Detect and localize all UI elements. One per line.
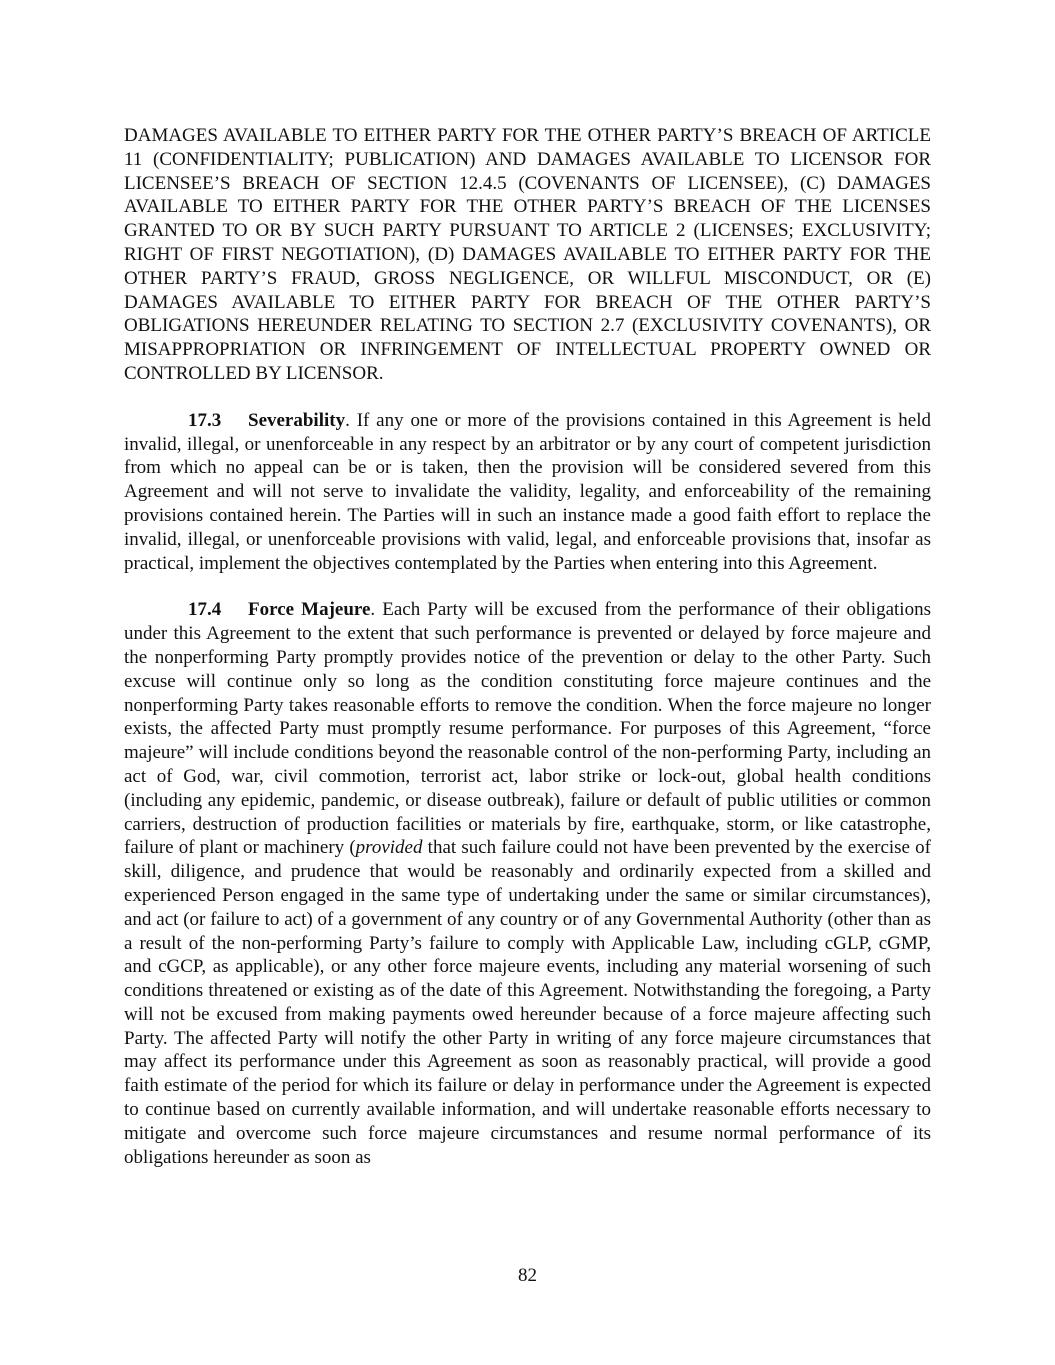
document-page <box>124 124 931 1169</box>
section-body-part-1: . Each Party will be excused from the performance of their obligations under this Agreement to the extent that such performance is prevented or delayed by force majeure and the nonperforming Party promptly provides notice of the prevention or delay to the other Party. Such excuse will continue only so long as the condition constituting force majeure continues and the nonperforming Party takes reasonable efforts to remove the condition. When the force majeure no longer exists, the affected Party must promptly resume performance. For purposes of this Agreement, “force majeure” will include conditions beyond the reasonable control of the non-performing Party, including an act of God, war, civil commotion, terrorist act, labor strike or lock-out, global health conditions (including any epidemic, pandemic, or disease outbreak), failure or default of public utilities or common carriers, destruction of production facilities or materials by fire, earthquake, storm, or like catastrophe, failure of plant or machinery ( <box>124 599 931 859</box>
continuation-paragraph: DAMAGES AVAILABLE TO EITHER PARTY FOR THE OTHER PARTY’S BREACH OF ARTICLE 11 (CONFIDENTIALITY; PUBLICATION) AND DAMAGES AVAILABLE TO LICENSOR FOR LICENSEE’S BREACH OF SECTION 12.4.5 (COVENANTS OF LICENSEE), (C) DAMAGES AVAILABLE TO EITHER PARTY FOR THE OTHER PARTY’S BREACH OF THE LICENSES GRANTED TO OR BY SUCH PARTY PURSUANT TO ARTICLE 2 (LICENSES; EXCLUSIVITY; RIGHT OF FIRST NEGOTIATION), (D) DAMAGES AVAILABLE TO EITHER PARTY FOR THE OTHER PARTY’S FRAUD, GROSS NEGLIGENCE, OR WILLFUL MISCONDUCT, OR (E) DAMAGES AVAILABLE TO EITHER PARTY FOR BREACH OF THE OTHER PARTY’S OBLIGATIONS HEREUNDER RELATING TO SECTION 2.7 (EXCLUSIVITY COVENANTS), OR MISAPPROPRIATION OR INFRINGEMENT OF INTELLECTUAL PROPERTY OWNED OR CONTROLLED BY LICENSOR. <box>124 125 931 384</box>
section-heading: Severability <box>248 409 346 431</box>
section-body: . If any one or more of the provisions contained in this Agreement is held invalid, illegal, or unenforceable in any respect by an arbitrator or by any court of competent jurisdiction from which no appeal can be or is taken, then the provision will be considered severed from this Agreement and will not serve to invalidate the validity, legality, and enforceability of the remaining provisions contained herein. The Parties will in such an instance made a good faith effort to replace the invalid, illegal, or unenforceable provisions with valid, legal, and enforceable provisions that, insofar as practical, implement the objectives contemplated by the Parties when entering into this Agreement. <box>124 409 931 574</box>
emphasis-term: provided <box>355 837 423 859</box>
section-heading: Force Majeure <box>248 599 371 621</box>
page-number: 82 <box>518 1265 537 1286</box>
section-17-4-paragraph <box>124 598 931 1169</box>
section-17-3-paragraph <box>124 409 931 576</box>
section-number: 17.4 <box>188 599 222 621</box>
section-number: 17.3 <box>188 409 222 431</box>
section-body-part-2: that such failure could not have been prevented by the exercise of skill, diligence, and prudence that would be reasonably and ordinarily expected from a skilled and experienced Person engaged in the same type of undertaking under the same or similar circumstances), and act (or failure to act) of a government of any country or of any Governmental Authority (other than as a result of the non-performing Party’s failure to comply with Applicable Law, including cGLP, cGMP, and cGCP, as applicable), or any other force majeure events, including any material worsening of such conditions threatened or existing as of the date of this Agreement. Notwithstanding the foregoing, a Party will not be excused from making payments owed hereunder because of a force majeure affecting such Party. The affected Party will notify the other Party in writing of any force majeure circumstances that may affect its performance under this Agreement as soon as reasonably practical, will provide a good faith estimate of the period for which its failure or delay in performance under the Agreement is expected to continue based on currently available information, and will undertake reasonable efforts necessary to mitigate and overcome such force majeure circumstances and resume normal performance of its obligations hereunder as soon as <box>124 837 932 1168</box>
